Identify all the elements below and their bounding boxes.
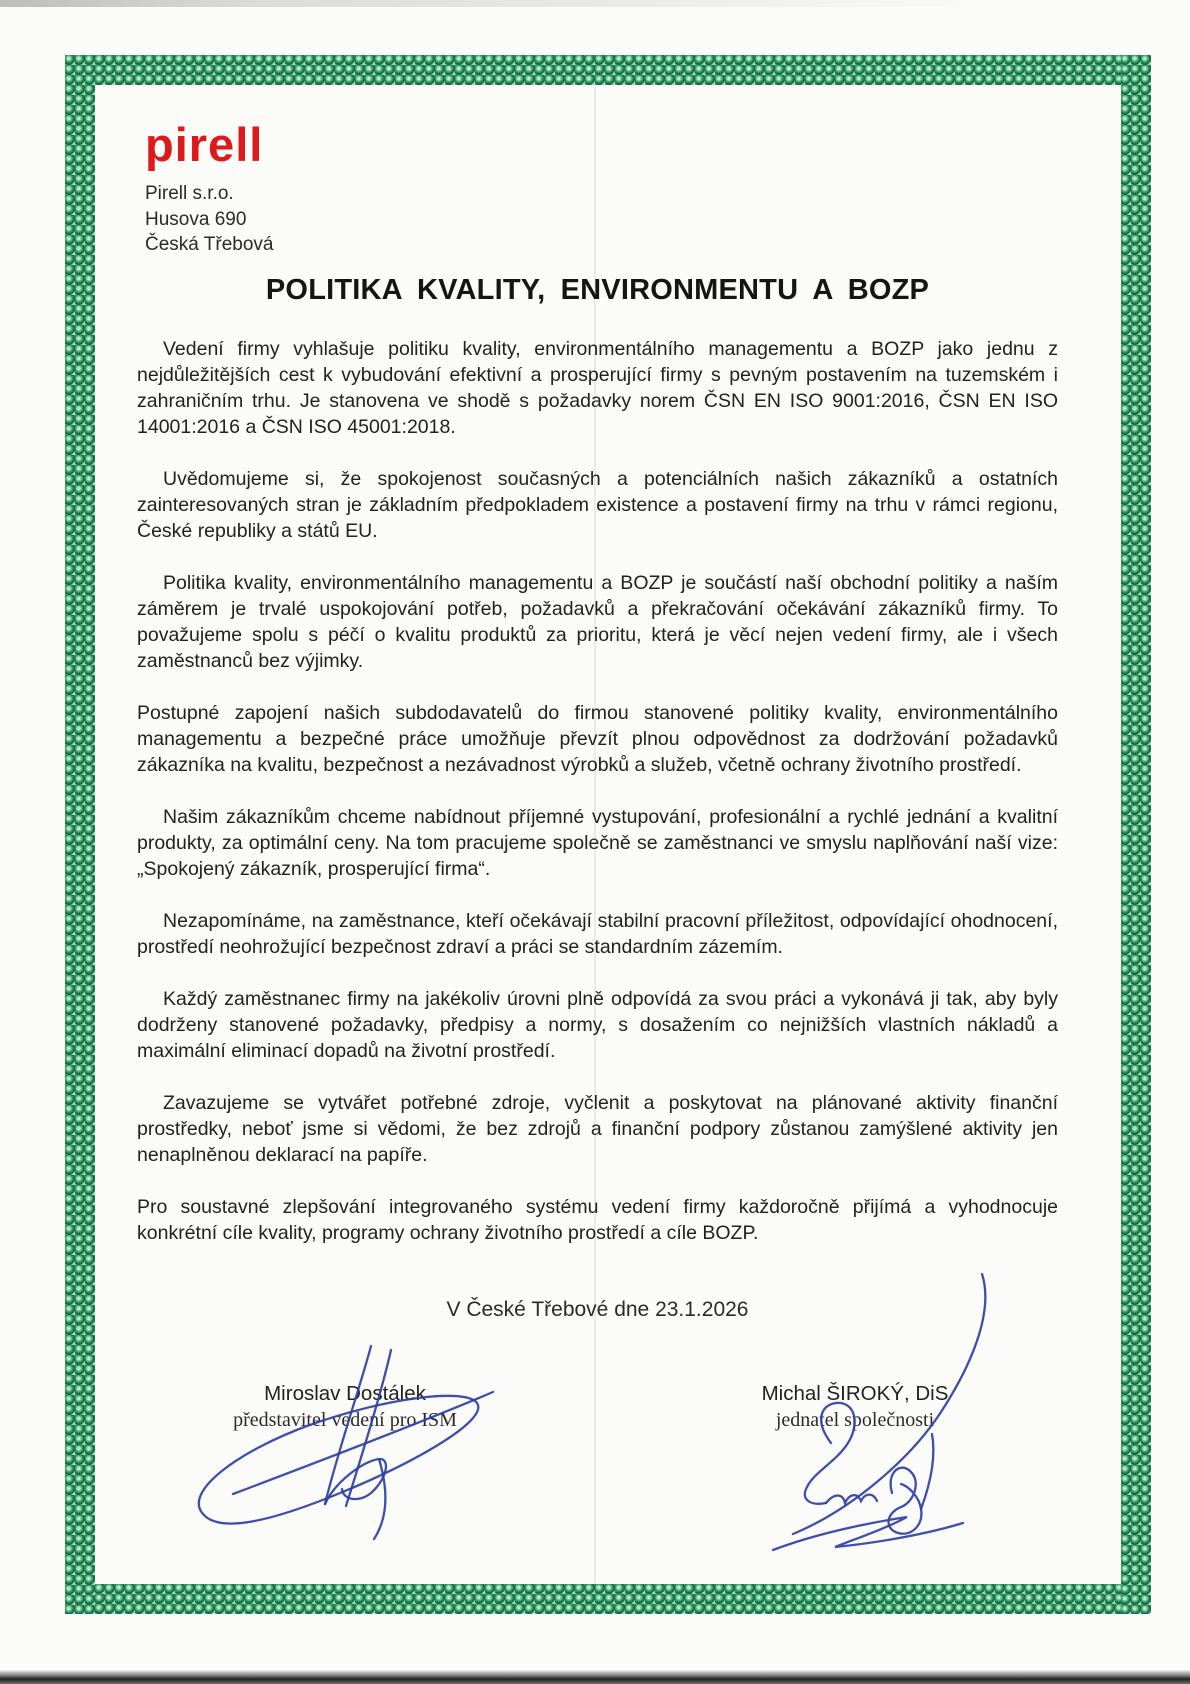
handwritten-signature-icon <box>175 1342 515 1547</box>
date-line: V České Třebové dne 23.1.2026 <box>446 1297 749 1321</box>
company-address <box>145 181 1058 258</box>
policy-paragraph: Našim zákazníkům chceme nabídnout příjemné vystupování, profesionální a rychlé jednání a kvalitní produkty, za optimální ceny. Na tom pracujeme společně se zaměstnanci ve smyslu naplňování naší vize: „Spokojený zákazník, prosperující firma“. <box>137 805 1058 880</box>
signer-name: Michal ŠIROKÝ, DiS <box>761 1381 949 1405</box>
policy-paragraph: Pro soustavné zlepšování integrovaného systému vedení firmy každoročně přijímá a vyhodnocuje konkrétní cíle kvality, programy ochrany životního prostředí a cíle BOZP. <box>137 1195 1058 1244</box>
scan-edge-bottom <box>0 1670 1190 1684</box>
company-logo: pirell <box>145 118 264 171</box>
policy-paragraph: Postupné zapojení našich subdodavatelů do firmou stanovené politiky kvality, environmentálního managementu a bezpečné práce umožňuje převzít plnou odpovědnost za dodržování požadavků zákazníka na kvalitu, bezpečnost a nezávadnost výrobků a služeb, včetně ochrany životního prostředí. <box>137 701 1058 776</box>
document-content <box>137 85 1058 1644</box>
company-city: Česká Třebová <box>145 234 274 255</box>
document-title: POLITIKA KVALITY, ENVIRONMENTU A BOZP <box>265 273 930 306</box>
company-name: Pirell s.r.o. <box>145 183 234 204</box>
policy-paragraph: Každý zaměstnanec firmy na jakékoliv úrovni plně odpovídá za svou práci a vykonává ji tak, aby byly dodrženy stanovené požadavky, předpisy a normy, s dosažením co nejnižších vlastních nákladů a maximální eliminací dopadů na životní prostředí. <box>137 987 1058 1062</box>
decorative-border-right <box>1121 55 1151 1614</box>
policy-paragraph: Vedení firmy vyhlašuje politiku kvality, environmentálního managementu a BOZP jako jednu z nejdůležitějších cest k vybudování efektivní a prosperující firmy s pevným postavením na tuzemském i zahraničním trhu. Je stanovena ve shodě s požadavky norem ČSN EN ISO 9001:2016, ČSN EN ISO 14001:2016 a ČSN ISO 45001:2018. <box>137 337 1058 438</box>
decorative-border-top <box>65 55 1151 85</box>
decorative-border-left <box>65 55 95 1614</box>
policy-paragraph: Zavazujeme se vytvářet potřebné zdroje, vyčlenit a poskytovat na plánované aktivity finanční prostředky, neboť jsme si vědomi, že bez zdrojů a finanční podpory zůstanou zamýšlené aktivity jen nenaplněnou deklarací na papíře. <box>137 1091 1058 1166</box>
policy-paragraph: Uvědomujeme si, že spokojenost současných a potenciálních našich zákazníků a ostatních zainteresovaných stran je základním předpokladem existence a postavení firmy na trhu v rámci regionu, České republiky a států EU. <box>137 467 1058 542</box>
scan-edge-top <box>0 0 1000 7</box>
company-street: Husova 690 <box>145 208 247 230</box>
signer-role: jednatel společnosti <box>775 1408 935 1431</box>
signature-right <box>695 1380 1015 1434</box>
signature-left <box>185 1380 505 1434</box>
policy-paragraph: Nezapomínáme, na zaměstnance, kteří očekávají stabilní pracovní příležitost, odpovídající ohodnocení, prostředí neohrožující bezpečnost zdraví a práci se standardním zázemím. <box>137 909 1058 958</box>
policy-paragraph: Politika kvality, environmentálního managementu a BOZP je součástí naší obchodní politiky a naším záměrem je trvalé uspokojování potřeb, požadavků a překračování očekávání zákazníků firmy. To považujeme spolu s péčí o kvalitu produktů za prioritu, která je věcí nejen vedení firmy, ale i všech zaměstnanců bez výjimky. <box>137 571 1058 672</box>
signer-role: představitel vedení pro ISM <box>233 1408 457 1431</box>
signer-name: Miroslav Dostálek <box>264 1381 426 1405</box>
signature-section <box>137 1364 1058 1644</box>
